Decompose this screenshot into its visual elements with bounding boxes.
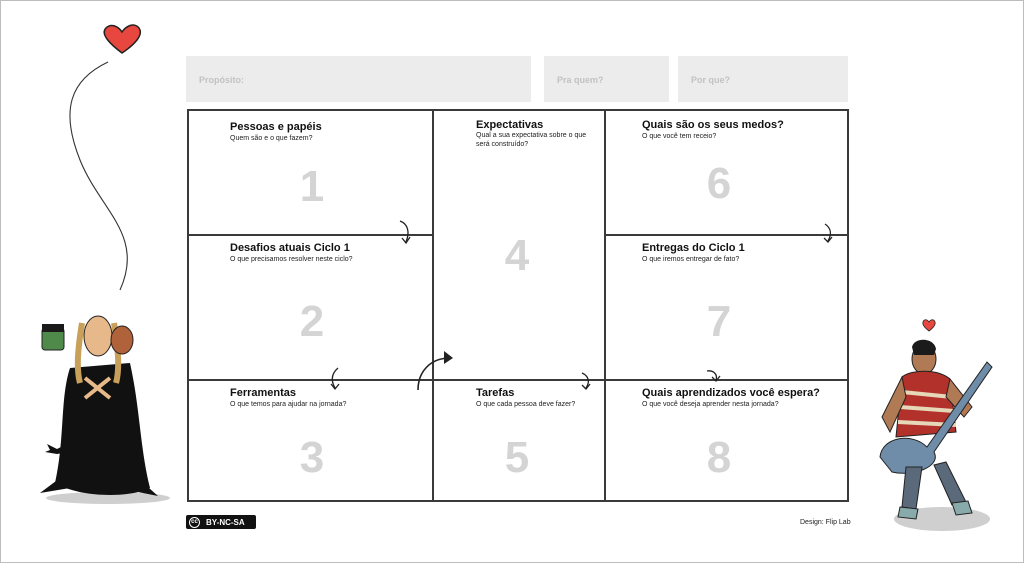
cell-title: Pessoas e papéis	[230, 121, 322, 133]
grid-divider	[432, 111, 434, 502]
bat-icon	[116, 452, 142, 468]
license-label: BY-NC-SA	[206, 517, 245, 527]
cell-title: Ferramentas	[230, 387, 297, 399]
grid-divider	[189, 379, 849, 381]
cell-number: 2	[299, 297, 325, 346]
license-badge[interactable]	[186, 515, 256, 529]
bat-icon	[45, 442, 69, 456]
heart-balloon	[60, 20, 150, 300]
cell-number: 8	[706, 433, 732, 482]
cell-title: Desafios atuais Ciclo 1	[230, 242, 350, 254]
bat-icon	[115, 415, 139, 429]
cell-subtitle: O que iremos entregar de fato?	[642, 256, 740, 263]
arrow-icon	[703, 368, 723, 386]
cell-subtitle: Qual a sua expectativa sobre o que será construído?	[476, 132, 587, 148]
vampire-illustration	[30, 308, 170, 508]
heart-icon	[104, 25, 140, 53]
cell-subtitle: Quem são e o que fazem?	[230, 135, 313, 142]
heart-icon	[921, 318, 937, 332]
guitarist-illustration	[872, 337, 992, 537]
cell-title: Expectativas	[476, 119, 544, 131]
grid-divider	[604, 111, 606, 502]
cell-number: 5	[504, 433, 530, 482]
for-whom-label: Pra quem?	[557, 75, 604, 85]
cell-subtitle: O que temos para ajudar na jornada?	[230, 401, 347, 408]
cell-title: Entregas do Ciclo 1	[642, 242, 745, 254]
arrow-icon	[820, 222, 840, 246]
for-whom-field[interactable]	[544, 56, 669, 102]
cell-title: Tarefas	[476, 387, 515, 399]
cell-title: Quais são os seus medos?	[642, 119, 784, 131]
arrow-icon	[326, 366, 346, 394]
arrow-icon	[578, 371, 596, 393]
why-label: Por que?	[691, 75, 731, 85]
cell-subtitle: O que você tem receio?	[642, 133, 717, 140]
design-credit: Design: Flip Lab	[800, 519, 851, 526]
cc-icon: cc	[189, 517, 200, 528]
why-field[interactable]	[678, 56, 848, 102]
cell-subtitle: O que você deseja aprender nesta jornada?	[642, 401, 779, 408]
cell-number: 3	[299, 433, 325, 482]
arrow-icon	[396, 218, 416, 248]
cell-number: 7	[706, 297, 732, 346]
arrow-icon	[412, 348, 460, 394]
cell-subtitle: O que precisamos resolver neste ciclo?	[230, 256, 353, 263]
cell-title: Quais aprendizados você espera?	[642, 387, 820, 399]
grid-divider	[605, 234, 849, 236]
cell-number: 1	[299, 162, 325, 211]
purpose-label: Propósito:	[199, 75, 244, 85]
cell-number: 6	[706, 159, 732, 208]
cell-number: 4	[504, 231, 530, 280]
purpose-field[interactable]	[186, 56, 531, 102]
cell-subtitle: O que cada pessoa deve fazer?	[476, 401, 576, 408]
